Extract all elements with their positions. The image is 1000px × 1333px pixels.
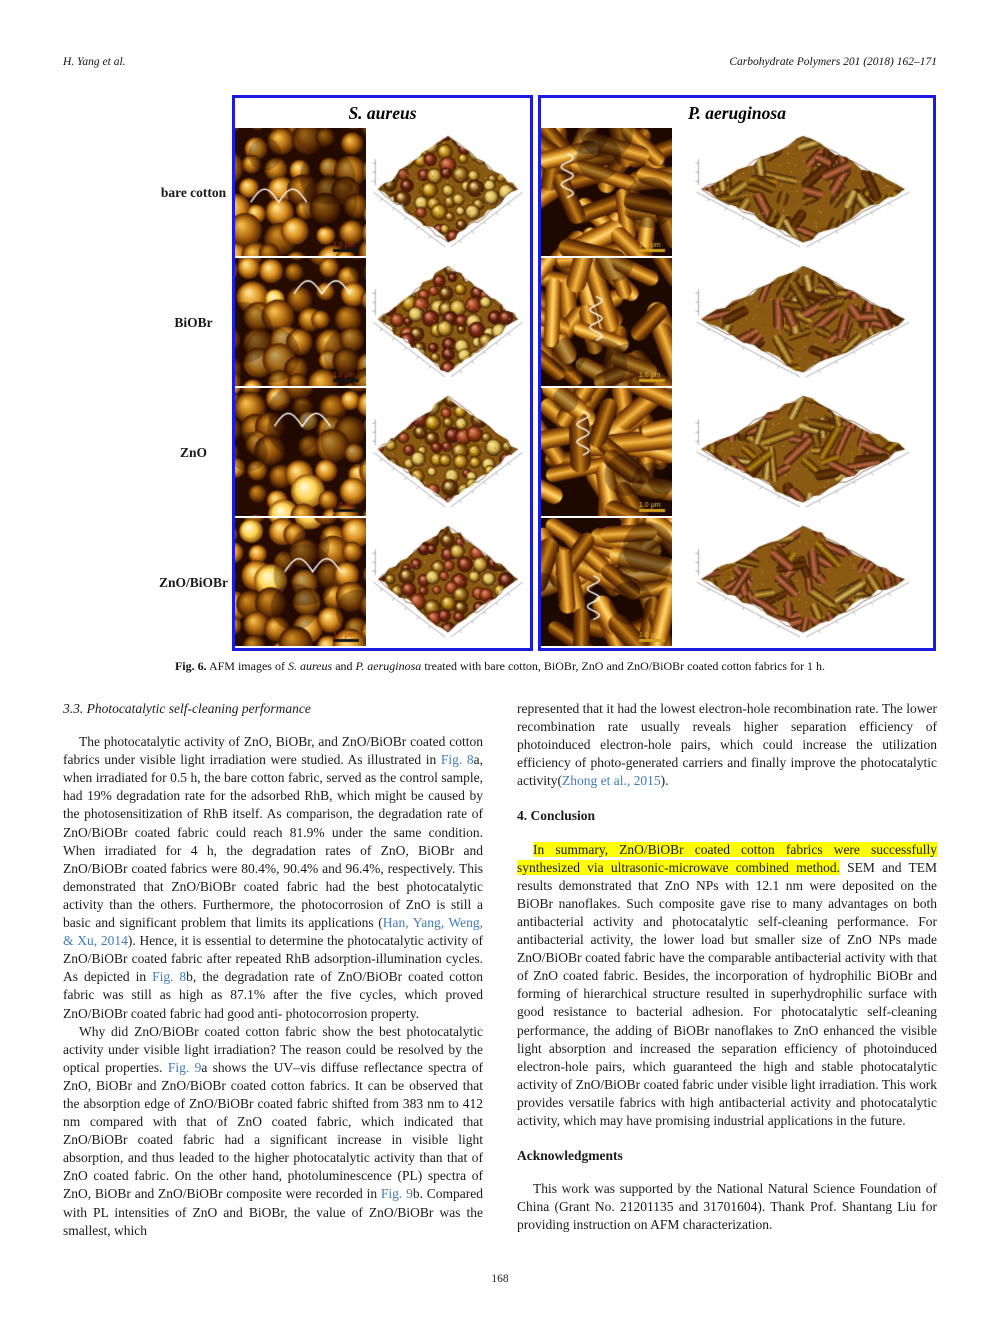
figure-row-labels	[155, 95, 232, 651]
text-segment: b. Compared with PL intensities of ZnO and BiOBr, the value of ZnO/BiOBr was the smallest, which	[63, 1186, 483, 1238]
afm-row	[541, 388, 933, 518]
afm-2d-pa-bare-cotton	[541, 128, 672, 256]
text-segment: In summary, ZnO/BiOBr coated cotton fabrics were successfully synthesized via ultrasonic-microwave combined method.	[517, 841, 937, 875]
citation-link[interactable]: Han, Yang, Weng, & Xu, 2014	[63, 915, 483, 949]
afm-row	[235, 258, 530, 388]
paragraph	[63, 1023, 483, 1240]
text-segment: b, the degradation rate of ZnO/BiOBr coated cotton fabric was still as high as 87.1% after the five cycles, which proved ZnO/BiOBr coated fabric had good anti- photocorrosion property.	[63, 969, 484, 1021]
citation-link[interactable]: Fig. 9	[167, 1059, 202, 1075]
afm-3d-pa-zno-biobr	[685, 520, 921, 646]
afm-2d-pa-zno-biobr	[541, 518, 672, 646]
afm-3d-wrap	[366, 128, 530, 258]
spacer	[155, 95, 232, 128]
paragraph	[517, 700, 937, 790]
afm-3d-sa-bare-cotton	[367, 130, 529, 256]
text-segment: a shows the UV–vis diffuse reflectance spectra of ZnO, BiOBr and ZnO/BiOBr coated cotton fabrics. It can be observed that the absorption edge of ZnO/BiOBr coated fabric shifted from 383 nm to 412 nm compared with that of ZnO coated fabric, which indicated that ZnO/BiOBr coated fabric had a significant increase in visible light absorption, and thus leaded to the higher photocatalytic activity than that of ZnO coated fabric. On the other hand, photoluminescence (PL) spectra of ZnO, BiOBr and ZnO/BiOBr composite were recorded in	[63, 1059, 484, 1202]
afm-3d-wrap	[672, 518, 933, 648]
afm-3d-wrap	[366, 518, 530, 648]
section-heading-3-3: 3.3. Photocatalytic self-cleaning performance	[63, 701, 311, 716]
running-journal: Carbohydrate Polymers 201 (2018) 162–171	[729, 56, 937, 68]
afm-3d-sa-biobr	[367, 260, 529, 386]
section-heading-acknowledgments: Acknowledgments	[517, 1148, 623, 1164]
afm-3d-sa-zno-biobr	[367, 520, 529, 646]
afm-3d-wrap	[672, 388, 933, 518]
running-header	[63, 56, 937, 68]
body-columns	[63, 700, 937, 1240]
afm-3d-wrap	[672, 128, 933, 258]
text-segment: Why did ZnO/BiOBr coated cotton fabric show the best photocatalytic activity under visible light irradiation? The reason could be resolved by the optical properties.	[63, 1023, 483, 1075]
panel-title-p-aeruginosa: P. aeruginosa	[688, 102, 786, 123]
row-label-bare-cotton: bare cotton	[160, 185, 227, 200]
figure-6	[155, 95, 936, 651]
afm-3d-pa-zno	[685, 390, 921, 516]
afm-row	[235, 388, 530, 518]
row-label-zno-biobr: ZnO/BiOBr	[158, 575, 229, 590]
text-segment: S. aureus	[287, 659, 333, 673]
afm-3d-wrap	[366, 258, 530, 388]
right-column	[517, 700, 937, 1240]
text-segment: SEM and TEM results demonstrated that ZnO NPs with 12.1 nm were deposited on the BiOBr nanoflakes. Such composite gave rise to many advantages on both antibacterial activity and photocatalytic self-cleaning performance. For antibacterial activity, the lower load but smaller size of ZnO NPs made ZnO/BiOBr coated fabric have the comparable antibacterial activity with that of ZnO coated fabric. Besides, the incorporation of hydrophilic BiOBr and forming of hierarchical structure resulted in superhydrophilic surface with good resistance to bacterial adhesion. For photocatalytic self-cleaning performance, the adding of BiOBr nanoflakes to ZnO enhanced the visible light absorption and increased the separation efficiency of photoinduced electron-hole pairs, which guaranteed the high and stable photocatalytic activity of ZnO/BiOBr coated fabric under visible light irradiation. This work provides versatile fabrics with high antibacterial activity and photocatalytic activity, which may have promising industrial applications in the future.	[517, 859, 937, 1128]
afm-row	[235, 518, 530, 648]
afm-3d-wrap	[672, 258, 933, 388]
running-author: H. Yang et al.	[63, 56, 126, 68]
panel-title-s-aureus: S. aureus	[348, 102, 417, 123]
row-label-zno: ZnO	[179, 445, 207, 460]
afm-2d-sa-zno	[235, 388, 366, 516]
page-number: 168	[491, 1273, 509, 1285]
paragraph	[517, 1180, 937, 1234]
afm-3d-sa-zno	[367, 390, 529, 516]
afm-2d-sa-bare-cotton	[235, 128, 366, 256]
afm-3d-wrap	[366, 388, 530, 518]
citation-link[interactable]: Fig. 8	[440, 752, 474, 768]
panel-p-aeruginosa	[538, 95, 936, 651]
afm-2d-pa-zno	[541, 388, 672, 516]
text-segment: and	[332, 659, 356, 673]
text-segment: This work was supported by the National Natural Science Foundation of China (Grant No. 21201135 and 31701604). Thank Prof. Shantang Liu for providing instruction on AFM characterization.	[517, 1181, 937, 1233]
citation-link[interactable]: Fig. 8	[152, 969, 187, 985]
text-segment: Fig. 6.	[174, 659, 207, 673]
afm-row	[541, 128, 933, 258]
section-heading-conclusion: 4. Conclusion	[517, 808, 596, 824]
afm-2d-sa-biobr	[235, 258, 366, 386]
row-label-biobr: BiOBr	[174, 315, 213, 330]
paragraph	[517, 841, 937, 1131]
figure-caption	[63, 659, 937, 674]
afm-row	[541, 258, 933, 388]
afm-3d-pa-bare-cotton	[685, 130, 921, 256]
afm-2d-pa-biobr	[541, 258, 672, 386]
paragraph	[63, 733, 483, 1023]
afm-row	[235, 128, 530, 258]
text-segment: AFM images of	[206, 659, 288, 673]
text-segment: treated with bare cotton, BiOBr, ZnO and ZnO/BiOBr coated cotton fabrics for 1 h.	[421, 659, 826, 673]
citation-link[interactable]: Fig. 9	[380, 1186, 413, 1202]
text-segment: The photocatalytic activity of ZnO, BiOBr, and ZnO/BiOBr coated cotton fabrics under visible light irradiation were studied. As illustrated in	[63, 734, 483, 768]
text-segment: ).	[660, 773, 669, 789]
citation-link[interactable]: Zhong et al., 2015	[561, 773, 661, 789]
text-segment: a, when irradiated for 0.5 h, the bare cotton fabric, served as the control sample, had 19% degradation rate for the adsorbed RhB, which might be caused by the photosensitization of RhB itself. As comparison, the degradation rate of ZnO/BiOBr coated fabric could reach 81.9% under the same condition. When irradiated for 4 h, the degradation rates of ZnO, BiOBr and ZnO/BiOBr coated fabrics were 80.4%, 90.4% and 96.4%, respectively. This demonstrated that ZnO/BiOBr coated fabric had the best photocatalytic activity than the others. Furthermore, the photocorrosion of ZnO is still a basic and significant problem that limits its applications (	[63, 752, 483, 931]
panel-s-aureus	[232, 95, 533, 651]
text-segment: ). Hence, it is essential to determine the photocatalytic activity of ZnO/BiOBr coated fabric after repeated RhB adsorption-illumination cycles. As depicted in	[63, 933, 484, 985]
text-segment: represented that it had the lowest electron-hole recombination rate. The lower recombination rate usually reveals higher separation efficiency of photoinduced electron-hole pairs, which could increase the utilization efficiency of photo-generated carriers and finally improve the photocatalytic activity(	[517, 701, 937, 789]
left-column	[63, 700, 483, 1240]
afm-2d-sa-zno-biobr	[235, 518, 366, 646]
afm-row	[541, 518, 933, 648]
afm-3d-pa-biobr	[685, 260, 921, 386]
text-segment: P. aeruginosa	[355, 659, 422, 673]
